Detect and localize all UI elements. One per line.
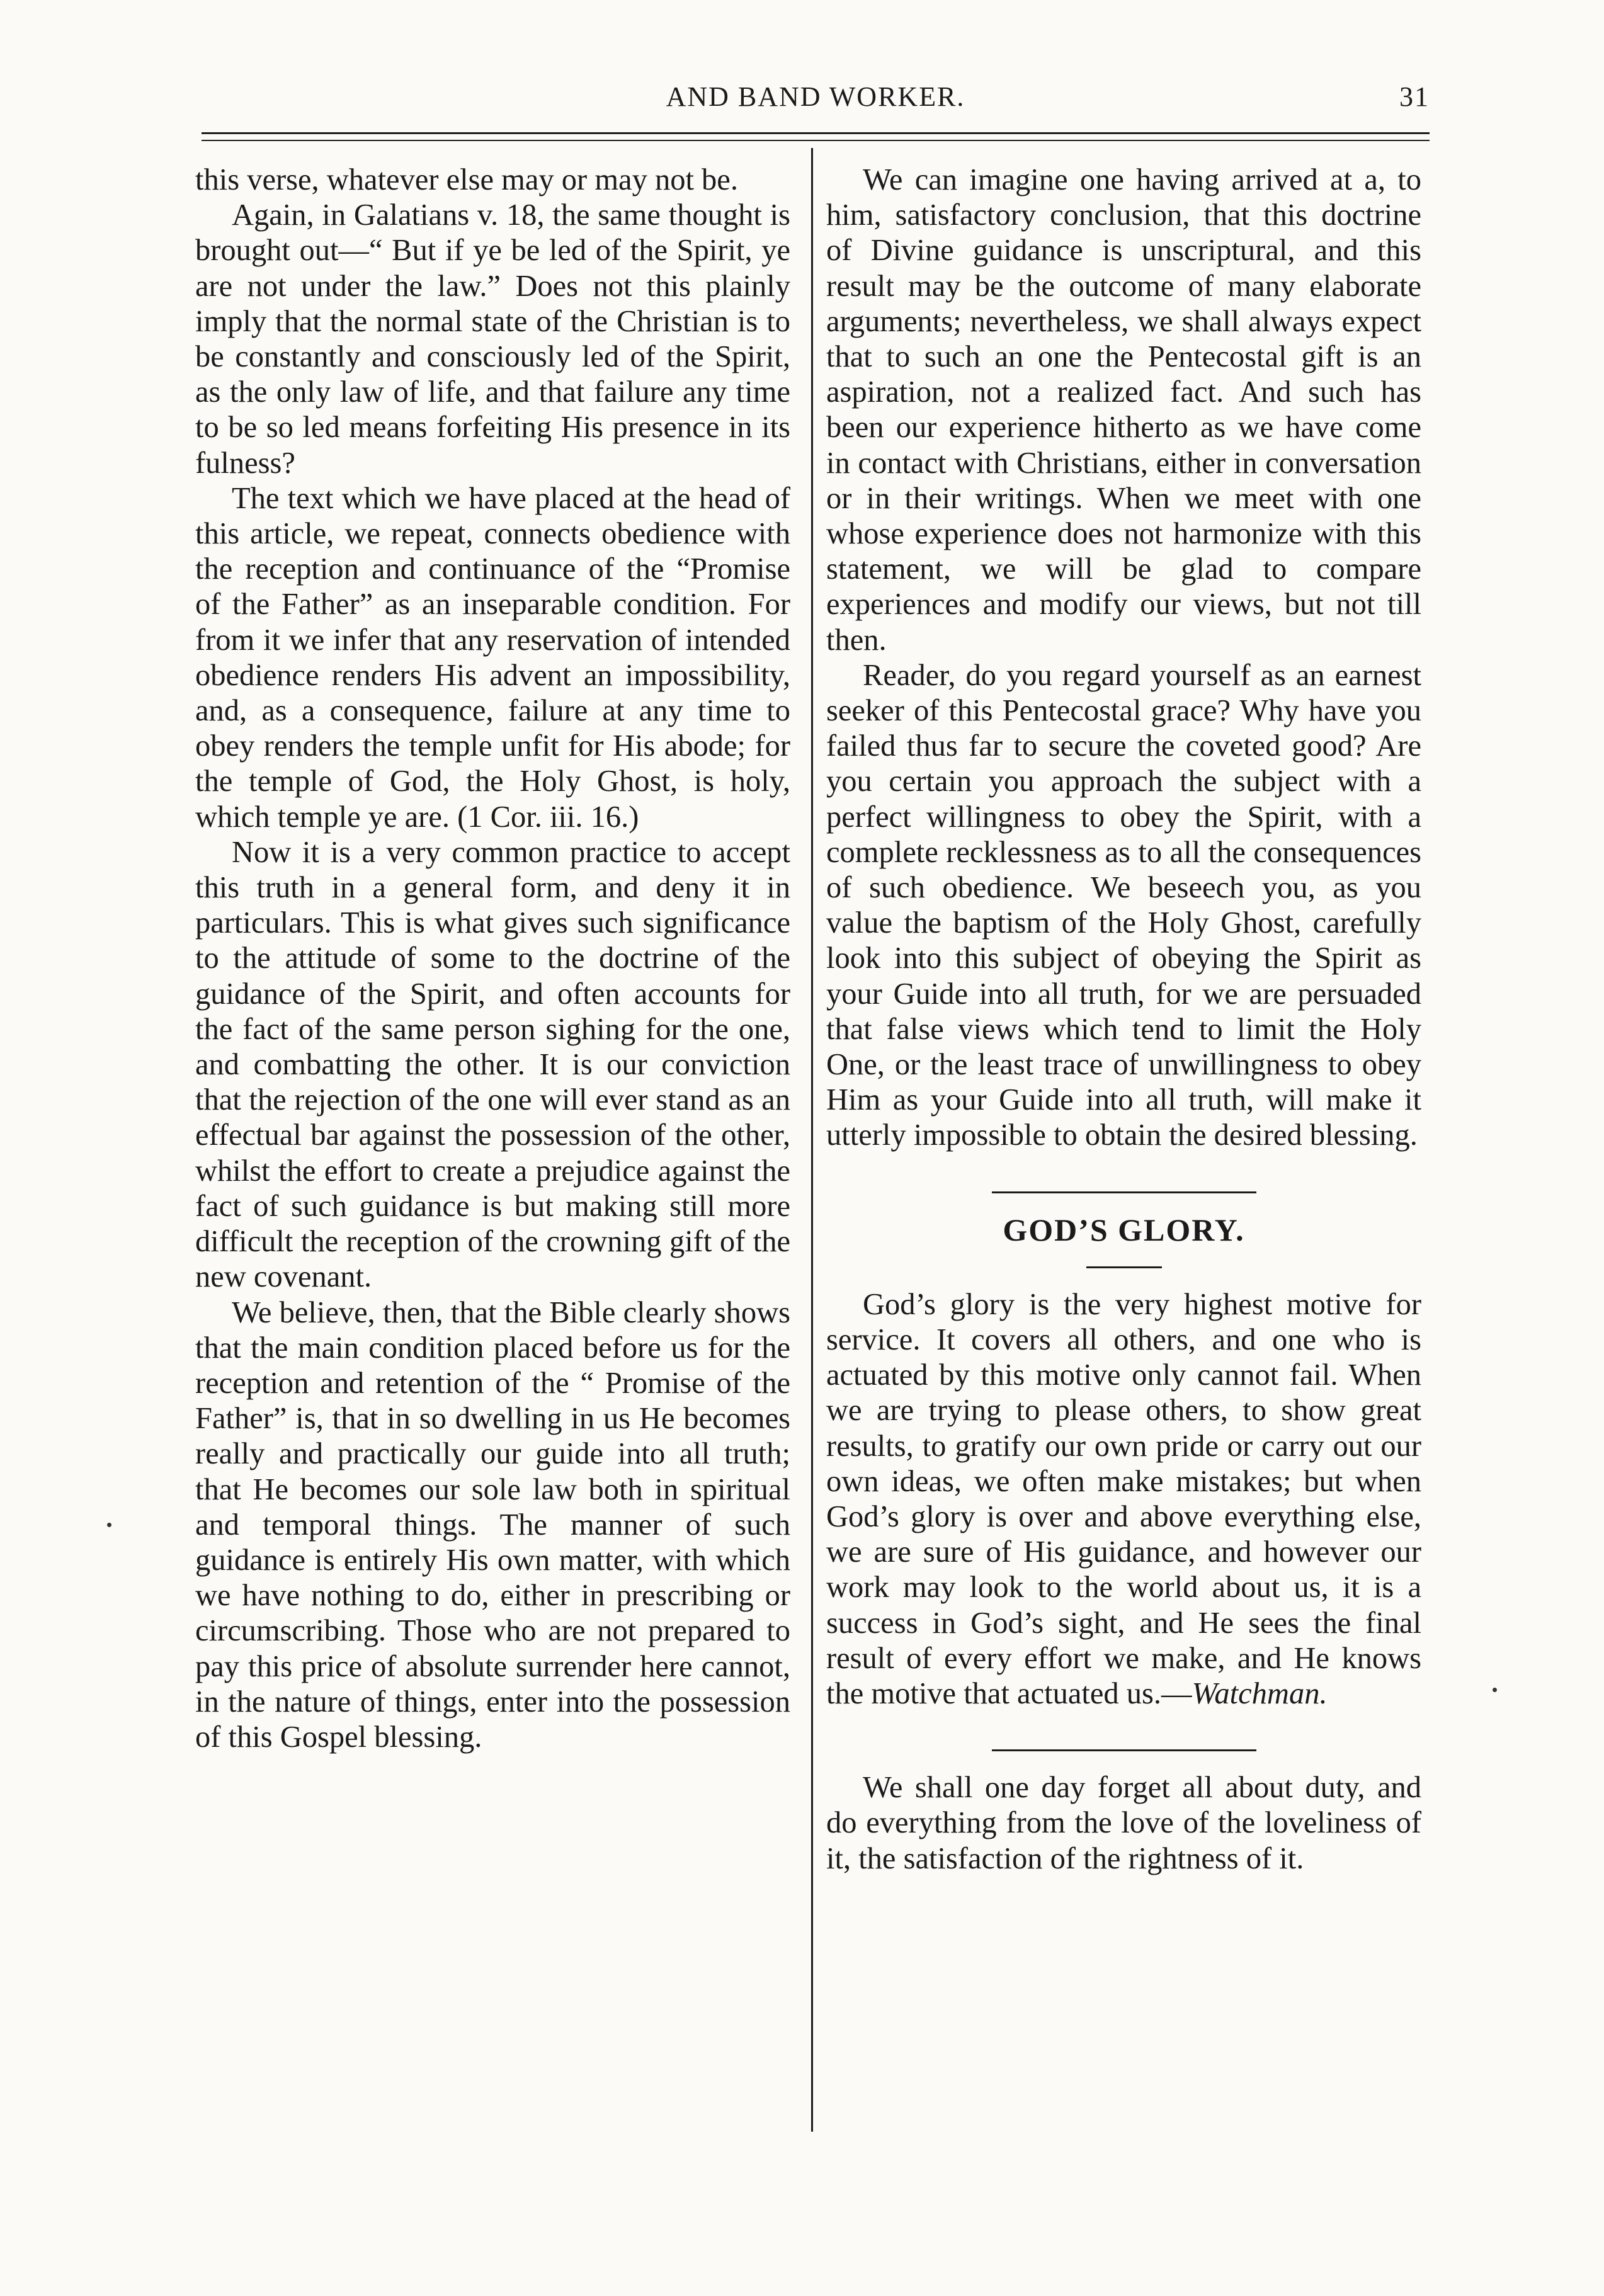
left-column — [195, 162, 790, 1755]
column-divider — [811, 148, 813, 2132]
page-number: 31 — [1399, 81, 1430, 112]
paragraph: The text which we have placed at the head of this article, we repeat, connects obedience with the reception and continuance of the “Promise of the Father” as an inseparable condition. For from it we infer that any reservation of intended obedience renders His advent an impossibility, and, as a consequence, failure at any time to obey renders the temple unfit for His abode; for the temple of God, the Holy Ghost, is holy, which temple ye are. (1 Cor. iii. 16.) — [195, 481, 790, 834]
section-heading: GOD’S GLORY. — [1003, 1212, 1245, 1247]
section-paragraph — [826, 1287, 1421, 1712]
right-column — [826, 162, 1421, 1877]
print-speck — [1493, 1688, 1497, 1692]
section-paragraph-text: God’s glory is the very highest motive for service. It covers all others, and one who is actuated by this motive only cannot fail. When we are trying to please others, to show great results, to gratify our own pride or carry out our own ideas, we often make mistakes; but when God’s glory is over and above everything else, we are sure of His guidance, and however our work may look to the world about us, it is a success in God’s sight, and He sees the final result of every effort we make, and He knows the motive that actuated us.— — [826, 1287, 1421, 1710]
closing-paragraph: We shall one day forget all about duty, and do everything from the love of the loveliness of it, the satisfaction of the rightness of it. — [826, 1771, 1421, 1875]
paragraph: We believe, then, that the Bible clearly shows that the main condition placed before us for the reception and retention of the “ Promise of the Father” is, that in so dwelling in us He becomes really and practically our guide into all truth; that He becomes our sole law both in spiritual and temporal things. The manner of such guidance is entirely His own matter, with which we have nothing to do, either in prescribing or circumscribing. Those who are not prepared to pay this price of absolute surrender here cannot, in the nature of things, enter into the possession of this Gospel blessing. — [195, 1295, 790, 1754]
paragraph: Reader, do you regard yourself as an earnest seeker of this Pentecostal grace? Why have you failed thus far to secure the coveted good? Are you certain you approach the subject with a perfect willingness to obey the Spirit, with a complete recklessness as to all the consequences of such obedience. We beseech you, as you value the baptism of the Holy Ghost, carefully look into this subject of obeying the Spirit as your Guide into all truth, for we are persuaded that false views which tend to limit the Holy One, or the least trace of unwillingness to obey Him as your Guide into all truth, will make it utterly impossible to obtain the desired blessing. — [826, 658, 1421, 1152]
paragraph: this verse, whatever else may or may not be. — [195, 163, 738, 196]
paragraph: We can imagine one having arrived at a, to him, satisfactory conclusion, that this doctrine of Divine guidance is unscriptural, and this result may be the outcome of many elaborate arguments; nevertheless, we shall always expect that to such an one the Pentecostal gift is an aspiration, not a realized fact. And such has been our experience hitherto as we have come in contact with Christians, either in conversation or in their writings. When we meet with one whose experience does not harmonize with this statement, we will be glad to compare experiences and modify our views, but not till then. — [826, 163, 1421, 657]
paragraph: Again, in Galatians v. 18, the same thought is brought out—“ But if ye be led of the Spirit, ye are not under the law.” Does not this plainly imply that the normal state of the Christian is to be constantly and consciously led of the Spirit, as the only law of life, and that failure any time to be so led means forfeiting His presence in its fulness? — [195, 198, 790, 480]
running-title: AND BAND WORKER. — [666, 81, 965, 112]
paragraph: Now it is a very common practice to accept this truth in a general form, and deny it in particulars. This is what gives such significance to the attitude of some to the doctrine of the guidance of the Spirit, and often accounts for the fact of the same person sighing for the one, and combatting the other. It is our conviction that the rejection of the one will ever stand as an effectual bar against the possession of the other, whilst the effort to create a prejudice against the fact of such guidance is but making still more difficult the reception of the crowning gift of the new covenant. — [195, 835, 790, 1294]
attribution: Watchman. — [1192, 1676, 1328, 1710]
header-rule — [202, 132, 1430, 134]
print-speck — [107, 1523, 111, 1527]
header-rule-thin — [202, 140, 1430, 141]
